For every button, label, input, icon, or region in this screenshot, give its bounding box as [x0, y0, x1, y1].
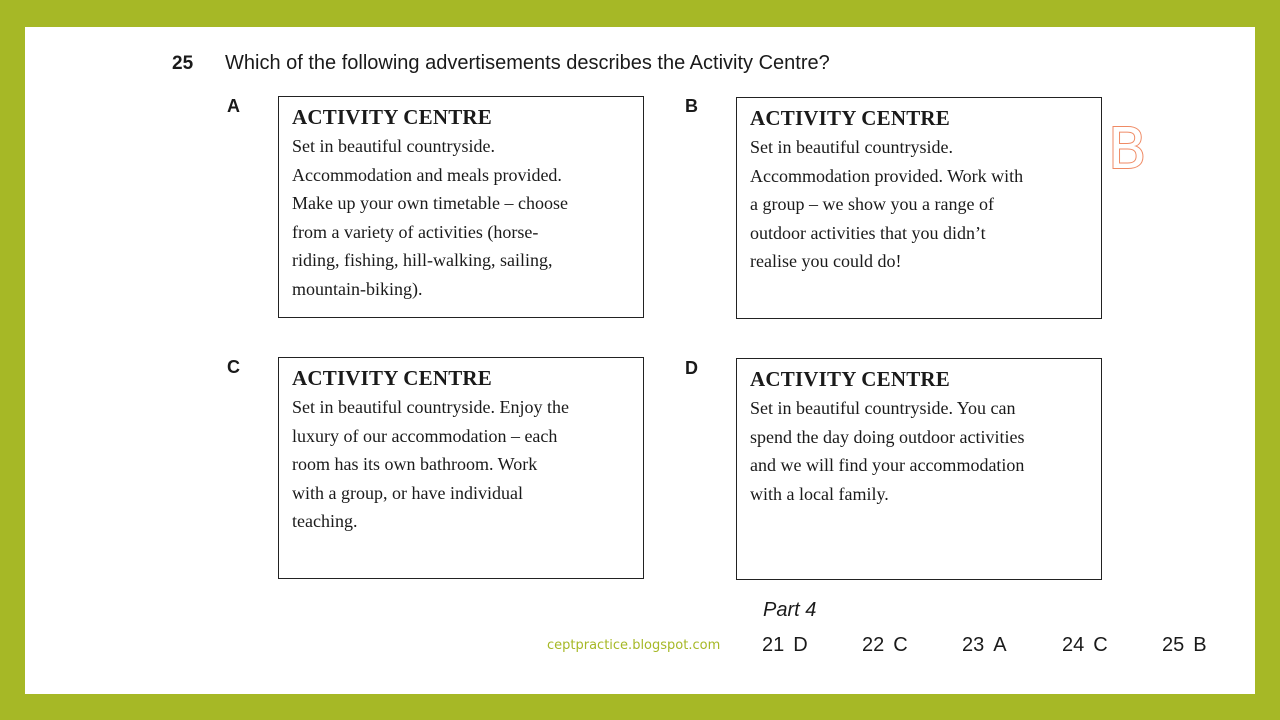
worksheet-page [25, 27, 1255, 694]
advertisement-a[interactable] [278, 96, 644, 318]
ad-title-d: ACTIVITY CENTRE [750, 367, 951, 391]
answer-key-part-label: Part 4 [763, 599, 817, 621]
advertisement-d[interactable] [736, 358, 1102, 580]
answer-key-item [762, 634, 808, 657]
option-letter-a: A [227, 96, 240, 116]
answer-key-list [762, 634, 1222, 662]
question-number: 25 [172, 53, 194, 74]
answer-key-item [1062, 634, 1108, 657]
answer-key-number: 25 [1162, 634, 1185, 656]
answer-key-letter: A [993, 634, 1007, 656]
ad-title-a: ACTIVITY CENTRE [292, 105, 493, 129]
option-letter-d: D [685, 358, 698, 378]
advertisement-b[interactable] [736, 97, 1102, 319]
ad-body-a: Set in beautiful countryside. Accommodation and meals provided. Make up your own timetable – choose from a variety of activities (horse- riding, fishing, hill-walking, sailing, mountain-biking). [292, 136, 568, 299]
option-letter-b: B [685, 96, 698, 116]
answer-key-number: 21 [762, 634, 785, 656]
option-letter-c: C [227, 357, 240, 377]
ad-body-c: Set in beautiful countryside. Enjoy the luxury of our accommodation – each room has its own bathroom. Work with a group, or have individual teaching. [292, 397, 569, 531]
advertisement-c[interactable] [278, 357, 644, 579]
question-text: Which of the following advertisements describes the Activity Centre? [225, 52, 830, 74]
answer-key-number: 23 [962, 634, 985, 656]
answer-key-item [862, 634, 908, 657]
answer-key-number: 24 [1062, 634, 1085, 656]
watermark: ceptpractice.blogspot.com [547, 638, 721, 653]
answer-key-letter: D [793, 634, 808, 656]
answer-key-number: 22 [862, 634, 885, 656]
ad-body-b: Set in beautiful countryside. Accommodation provided. Work with a group – we show you a range of outdoor activities that you didn’t realise you could do! [750, 137, 1024, 271]
answer-key-letter: C [893, 634, 908, 656]
ad-title-c: ACTIVITY CENTRE [292, 366, 493, 390]
answer-key-item [962, 634, 1007, 657]
answer-key-letter: B [1193, 634, 1207, 656]
ad-title-b: ACTIVITY CENTRE [750, 106, 951, 130]
ad-body-d: Set in beautiful countryside. You can spend the day doing outdoor activities and we will find your accommodation with a local family. [750, 398, 1025, 504]
answer-key-item [1162, 634, 1207, 657]
answer-key-letter: C [1093, 634, 1108, 656]
marked-answer: B [1108, 117, 1147, 182]
